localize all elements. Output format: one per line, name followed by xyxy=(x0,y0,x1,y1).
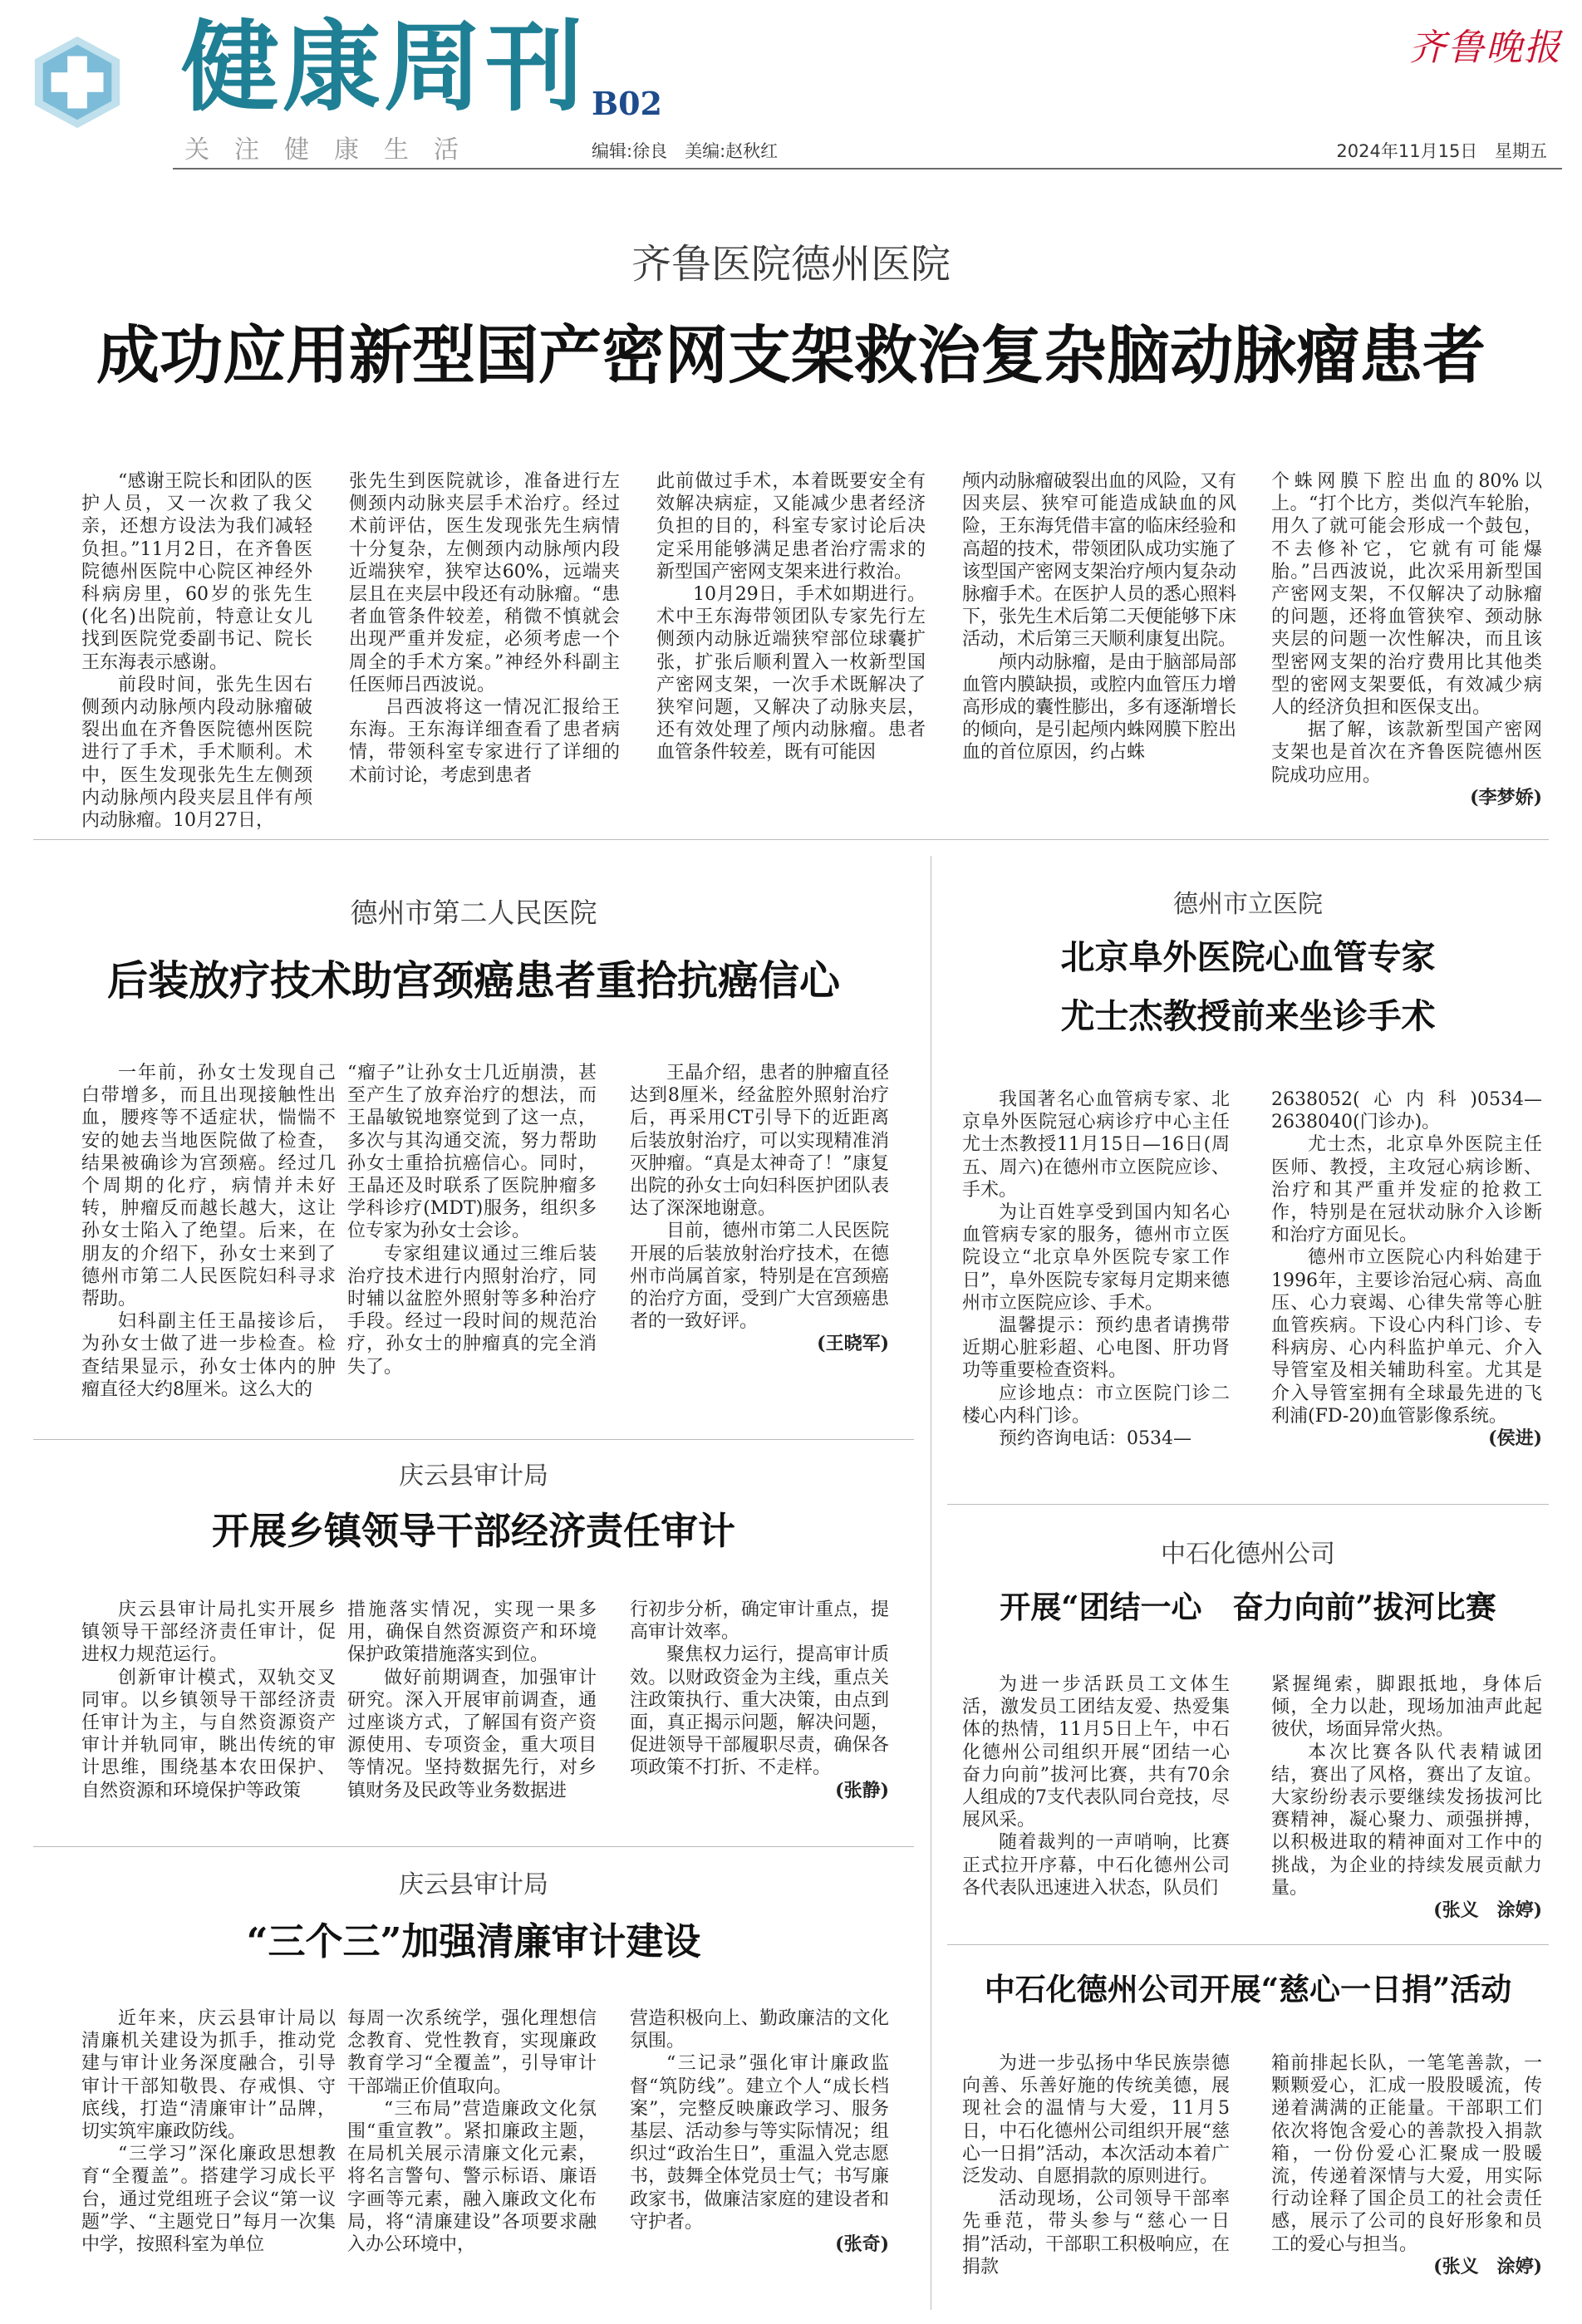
article-paragraph: 一年前，孙女士发现自己白带增多，而且出现接触性出血，腰疼等不适症状，惴惴不安的她去当地医院做了检查，结果被确诊为宫颈癌。经过几个周期的化疗，病情并未好转，肿瘤反而越长越大，这让孙女士陷入了绝望。后来，在朋友的介绍下，孙女士来到了德州市第二人民医院妇科寻求帮助。 xyxy=(81,1063,336,1310)
article-paragraph: 本次比赛各队代表精诚团结，赛出了风格，赛出了友谊。大家纷纷表示要继续发扬拔河比赛精神，凝心聚力、顽强拼搏，以积极进取的精神面对工作中的挑战，为企业的持续发展贡献力量。 xyxy=(1271,1742,1542,1899)
section-title: 健康周刊 xyxy=(181,10,587,125)
health-cross-logo-icon xyxy=(28,33,126,131)
article-paragraph: 活动现场，公司领导干部率先垂范，带头参与“慈心一日捐”活动，干部职工积极响应，在捐款 xyxy=(962,2189,1230,2277)
article-headline: 中石化德州公司开展“慈心一日捐”活动 xyxy=(984,1971,1512,2007)
article-paragraph: “三布局”营造廉政文化氛围“重宣教”。紧扣廉政主题，在局机关展示清廉文化元素，将名言警句、警示标语、廉语字画等元素，融入廉政文化布局，将“清廉建设”各项要求融入办公环境中， xyxy=(347,2098,597,2256)
article-column xyxy=(1271,2052,1542,2303)
article-column xyxy=(1271,470,1542,819)
article-paragraph: 营造积极向上、勤政廉洁的文化氛围。 xyxy=(630,2008,889,2052)
article-byline: (张义 涂婷) xyxy=(1433,2255,1542,2277)
section-divider xyxy=(947,1944,1549,1945)
article-paragraph: 个蛛网膜下腔出血的80%以上。“打个比方，类似汽车轮胎，用久了就可能会形成一个鼓包，不去修补它，它就有可能爆胎。”吕西波说，此次采用新型国产密网支架，不仅解决了动脉瘤的问题，还将血管狭窄、颈动脉夹层的问题一次性解决，而且该型密网支架的治疗费用比其他类型的密网支架要低，有效减少病人的经济负担和医保支出。 xyxy=(1271,471,1542,719)
article-column xyxy=(656,470,926,819)
article-paragraph: 为让百姓享受到国内知名心血管病专家的服务，德州市立医院设立“北京阜外医院专家工作日”，阜外医院专家每月定期来德州市立医院应诊、手术。 xyxy=(962,1202,1230,1314)
article-paragraph: 目前，德州市第二人民医院开展的后装放射治疗技术，在德州市尚属首家，特别是在宫颈癌的治疗方面，受到广大宫颈癌患者的一致好评。 xyxy=(630,1221,889,1333)
article-paragraph: 紧握绳索，脚跟抵地，身体后倾，全力以赴，现场加油声此起彼伏，场面异常火热。 xyxy=(1271,1674,1542,1741)
article-headline: 北京阜外医院心血管专家 xyxy=(1060,937,1436,977)
article-kicker: 庆云县审计局 xyxy=(399,1462,548,1491)
article-paragraph: “感谢王院长和团队的医护人员，又一次救了我父亲，还想方设法为我们减轻负担。”11月2日，在齐鲁医院德州医院中心院区神经外科病房里，60岁的张先生(化名)出院前，特意让女儿找到医院党委副书记、院长王东海表示感谢。 xyxy=(81,471,312,673)
editors-credit: 编辑:徐良 美编:赵秋红 xyxy=(592,141,779,161)
article-paragraph: 为进一步活跃员工文体生活，激发员工团结友爱、热爱集体的热情，11月5日上午，中石化德州公司组织开展“团结一心 奋力向前”拔河比赛，共有70余人组成的7支代表队同台竞技，尽展风采。 xyxy=(962,1674,1249,1831)
section-slogan: 关注健康生活 xyxy=(184,135,484,165)
article-paragraph: 我国著名心血管病专家、北京阜外医院冠心病诊疗中心主任尤士杰教授11月15日—16日(周五、周六)在德州市立医院应诊、手术。 xyxy=(962,1089,1230,1201)
article-paragraph: 吕西波将这一情况汇报给王东海。王东海详细查看了患者病情，带领科室专家进行了详细的术前讨论，考虑到患者 xyxy=(349,697,620,786)
article-column xyxy=(962,1673,1249,1931)
article-column xyxy=(349,470,620,819)
article-paragraph: 妇科副主任王晶接诊后，为孙女士做了进一步检查。检查结果显示，孙女士体内的肿瘤直径大约8厘米。这么大的 xyxy=(81,1311,336,1400)
article-paragraph: 颅内动脉瘤，是由于脑部局部血管内膜缺损，或腔内血管压力增高形成的囊性膨出，多有逐渐增长的倾向，是引起颅内蛛网膜下腔出血的首位原因，约占蛛 xyxy=(962,651,1237,764)
section-divider xyxy=(33,839,1549,840)
section-divider xyxy=(947,1504,1549,1505)
article-column xyxy=(81,1062,336,1403)
article-column xyxy=(630,1062,889,1403)
article-paragraph: 温馨提示：预约患者请携带近期心脏彩超、心电图、肝功肾功等重要检查资料。 xyxy=(962,1315,1230,1382)
article-paragraph: 前段时间，张先生因右侧颈内动脉颅内段动脉瘤破裂出血在齐鲁医院德州医院进行了手术，手术顺利。术中，医生发现张先生左侧颈内动脉颅内段夹层且伴有颅内动脉瘤。10月27日， xyxy=(81,674,312,832)
article-column xyxy=(962,2052,1230,2303)
article-kicker: 齐鲁医院德州医院 xyxy=(631,241,951,287)
article-column xyxy=(347,1062,597,1403)
article-byline: (侯进) xyxy=(1488,1427,1542,1450)
article-column xyxy=(1271,1673,1542,1931)
issue-weekday: 星期五 xyxy=(1495,141,1547,161)
article-byline: (张义 涂婷) xyxy=(1433,1899,1542,1922)
newspaper-brand: 齐鲁晚报 xyxy=(1409,27,1562,69)
article-byline: (李梦娇) xyxy=(1470,786,1542,808)
article-column xyxy=(630,2007,889,2303)
article-headline: 尤士杰教授前来坐诊手术 xyxy=(1060,996,1436,1036)
article-paragraph: 10月29日，手术如期进行。术中王东海带领团队专家先行左侧颈内动脉近端狭窄部位球囊扩张，扩张后顺利置入一枚新型国产密网支架，一次手术既解决了狭窄问题，又解决了动脉夹层，还有效处理了颅内动脉瘤。患者血管条件较差，既有可能因 xyxy=(656,584,926,764)
article-paragraph: 据了解，该款新型国产密网支架也是首次在齐鲁医院德州医院成功应用。 xyxy=(1271,720,1542,786)
issue-date: 2024年11月15日 xyxy=(1336,141,1478,161)
article-column xyxy=(81,1599,336,1831)
article-kicker: 庆云县审计局 xyxy=(399,1870,548,1899)
article-paragraph: 聚焦权力运行，提高审计质效。以财政资金为主线，重点关注政策执行、重大决策，由点到面，真正揭示问题，解决问题，促进领导干部履职尽责，确保各项政策不打折、不走样。 xyxy=(630,1644,889,1779)
article-paragraph: 德州市立医院心内科始建于1996年，主要诊治冠心病、高血压、心力衰竭、心律失常等心脏血管疾病。下设心内科门诊、专科病房、心内科监护单元、介入导管室及相关辅助科室。尤其是介入导管室拥有全球最先进的飞利浦(FD-20)血管影像系统。 xyxy=(1271,1247,1542,1427)
article-headline: 开展乡镇领导干部经济责任审计 xyxy=(211,1509,735,1553)
article-byline: (张静) xyxy=(835,1779,889,1801)
section-divider xyxy=(33,1846,914,1847)
article-paragraph: 颅内动脉瘤破裂出血的风险，又有因夹层、狭窄可能造成缺血的风险，王东海凭借丰富的临床经验和高超的技术，带领团队成功实施了该型国产密网支架治疗颅内复杂动脉瘤手术。在医护人员的悉心照料下，张先生术后第二天便能够下床活动，术后第三天顺利康复出院。 xyxy=(962,471,1237,651)
article-paragraph: “瘤子”让孙女士几近崩溃，甚至产生了放弃治疗的想法，而王晶敏锐地察觉到了这一点，多次与其沟通交流，努力帮助孙女士重拾抗癌信心。同时，王晶还及时联系了医院肿瘤多学科诊疗(MDT)服务，组织多位专家为孙女士会诊。 xyxy=(347,1063,597,1242)
article-paragraph: 此前做过手术，本着既要安全有效解决病症，又能减少患者经济负担的目的，科室专家讨论后决定采用能够满足患者治疗需求的新型国产密网支架来进行救治。 xyxy=(656,471,926,582)
article-headline: 成功应用新型国产密网支架救治复杂脑动脉瘤患者 xyxy=(96,318,1486,392)
article-paragraph: 行初步分析，确定审计重点，提高审计效率。 xyxy=(630,1599,889,1644)
article-headline: 开展“团结一心 奋力向前”拔河比赛 xyxy=(1000,1589,1496,1625)
article-paragraph: 应诊地点：市立医院门诊二楼心内科门诊。 xyxy=(962,1383,1230,1427)
article-column xyxy=(81,470,312,832)
article-headline: “三个三”加强清廉审计建设 xyxy=(246,1919,701,1963)
article-column xyxy=(347,2007,597,2303)
article-kicker: 中石化德州公司 xyxy=(1161,1540,1335,1569)
article-paragraph: 创新审计模式，双轨交叉同审。以乡镇领导干部经济责任审计为主，与自然资源资产审计并轨同审，眺出传统的审计思维，围绕基本农田保护、自然资源和环境保护等政策 xyxy=(81,1667,336,1801)
article-paragraph: 预约咨询电话：0534— xyxy=(999,1428,1191,1450)
article-paragraph: “三学习”深化廉政思想教育“全覆盖”。搭建学习成长平台，通过党组班子会议“第一议题”学、“主题党日”每月一次集中学，按照科室为单位 xyxy=(81,2144,336,2256)
article-paragraph: 尤士杰，北京阜外医院主任医师、教授，主攻冠心病诊断、治疗和其严重并发症的抢救工作，特别是在冠状动脉介入诊断和治疗方面见长。 xyxy=(1271,1134,1542,1246)
article-column xyxy=(962,1088,1230,1489)
masthead-divider xyxy=(173,168,1562,170)
article-paragraph: 随着裁判的一声哨响，比赛正式拉开序幕，中石化德州公司各代表队迅速进入状态，队员们 xyxy=(962,1832,1230,1899)
article-paragraph: 箱前排起长队，一笔笔善款，一颗颗爱心，汇成一股股暖流，传递着满满的正能量。干部职工们依次将饱含爱心的善款投入捐款箱，一份份爱心汇聚成一股暖流，传递着深情与大爱，用实际行动诠释了国企员工的社会责任感，展示了公司的良好形象和员工的爱心与担当。 xyxy=(1271,2053,1542,2255)
article-paragraph: “三记录”强化审计廉政监督“筑防线”。建立个人“成长档案”，完整反映廉政学习、服务基层、活动参与等实际情况；组织过“政治生日”，重温入党志愿书，鼓舞全体党员士气；书写廉政家书，做廉洁家庭的建设者和守护者。 xyxy=(630,2053,889,2233)
article-kicker: 德州市第二人民医院 xyxy=(350,897,597,929)
article-paragraph: 措施落实情况，实现一果多用，确保自然资源资产和环境保护政策措施落实到位。 xyxy=(347,1599,597,1666)
article-column xyxy=(962,470,1236,819)
article-column xyxy=(347,1599,597,1831)
dateline xyxy=(1336,143,1547,160)
article-paragraph: 为进一步弘扬中华民族崇德向善、乐善好施的传统美德，展现社会的温情与大爱，11月5日，中石化德州公司组织开展“慈心一日捐”活动，本次活动本着广泛发动、自愿捐款的原则进行。 xyxy=(962,2053,1230,2188)
article-paragraph: 庆云县审计局扎实开展乡镇领导干部经济责任审计，促进权力规范运行。 xyxy=(81,1599,336,1666)
article-paragraph: 每周一次系统学，强化理想信念教育、党性教育，实现廉政教育学习“全覆盖”，引导审计干部端正价值取向。 xyxy=(347,2008,597,2097)
article-column xyxy=(81,2007,336,2303)
article-column xyxy=(630,1599,889,1831)
article-paragraph: 近年来，庆云县审计局以清廉机关建设为抓手，推动党建与审计业务深度融合，引导审计干部知敬畏、存戒惧、守底线，打造“清廉审计”品牌，切实筑牢廉政防线。 xyxy=(81,2008,336,2143)
article-paragraph: 专家组建议通过三维后装治疗技术进行内照射治疗，同时辅以盆腔外照射等多种治疗手段。经过一段时间的规范治疗，孙女士的肿瘤真的完全消失了。 xyxy=(347,1243,597,1378)
article-paragraph: 做好前期调查，加强审计研究。深入开展审前调查，通过座谈方式，了解国有资产资源使用、专项资金，重大项目等情况。坚持数据先行，对乡镇财务及民政等业务数据进 xyxy=(347,1667,597,1801)
article-paragraph: 王晶介绍，患者的肿瘤直径达到8厘米，经盆腔外照射治疗后，再采用CT引导下的近距离后装放射治疗，可以实现精准消灭肿瘤。“真是太神奇了！”康复出院的孙女士向妇科医护团队表达了深深地谢意。 xyxy=(630,1063,889,1220)
article-kicker: 德州市立医院 xyxy=(1173,890,1323,919)
article-paragraph: 张先生到医院就诊，准备进行左侧颈内动脉夹层手术治疗。经过术前评估，医生发现张先生病情十分复杂，左侧颈内动脉颅内段近端狭窄，狭窄达60%，远端夹层且在夹层中段还有动脉瘤。“患者血管条件较差，稍微不慎就会出现严重并发症，必须考虑一个周全的手术方案。”神经外科副主任医师吕西波说。 xyxy=(349,471,620,695)
section-divider xyxy=(33,1439,914,1440)
article-headline: 后装放疗技术助宫颈癌患者重拾抗癌信心 xyxy=(106,956,840,1005)
article-column xyxy=(1271,1088,1542,1489)
article-byline: (张奇) xyxy=(835,2233,889,2256)
page-number: B02 xyxy=(592,85,662,122)
article-paragraph: 2638052(心内科)0534—2638040(门诊办)。 xyxy=(1271,1089,1542,1133)
article-byline: (王晓军) xyxy=(817,1333,889,1355)
